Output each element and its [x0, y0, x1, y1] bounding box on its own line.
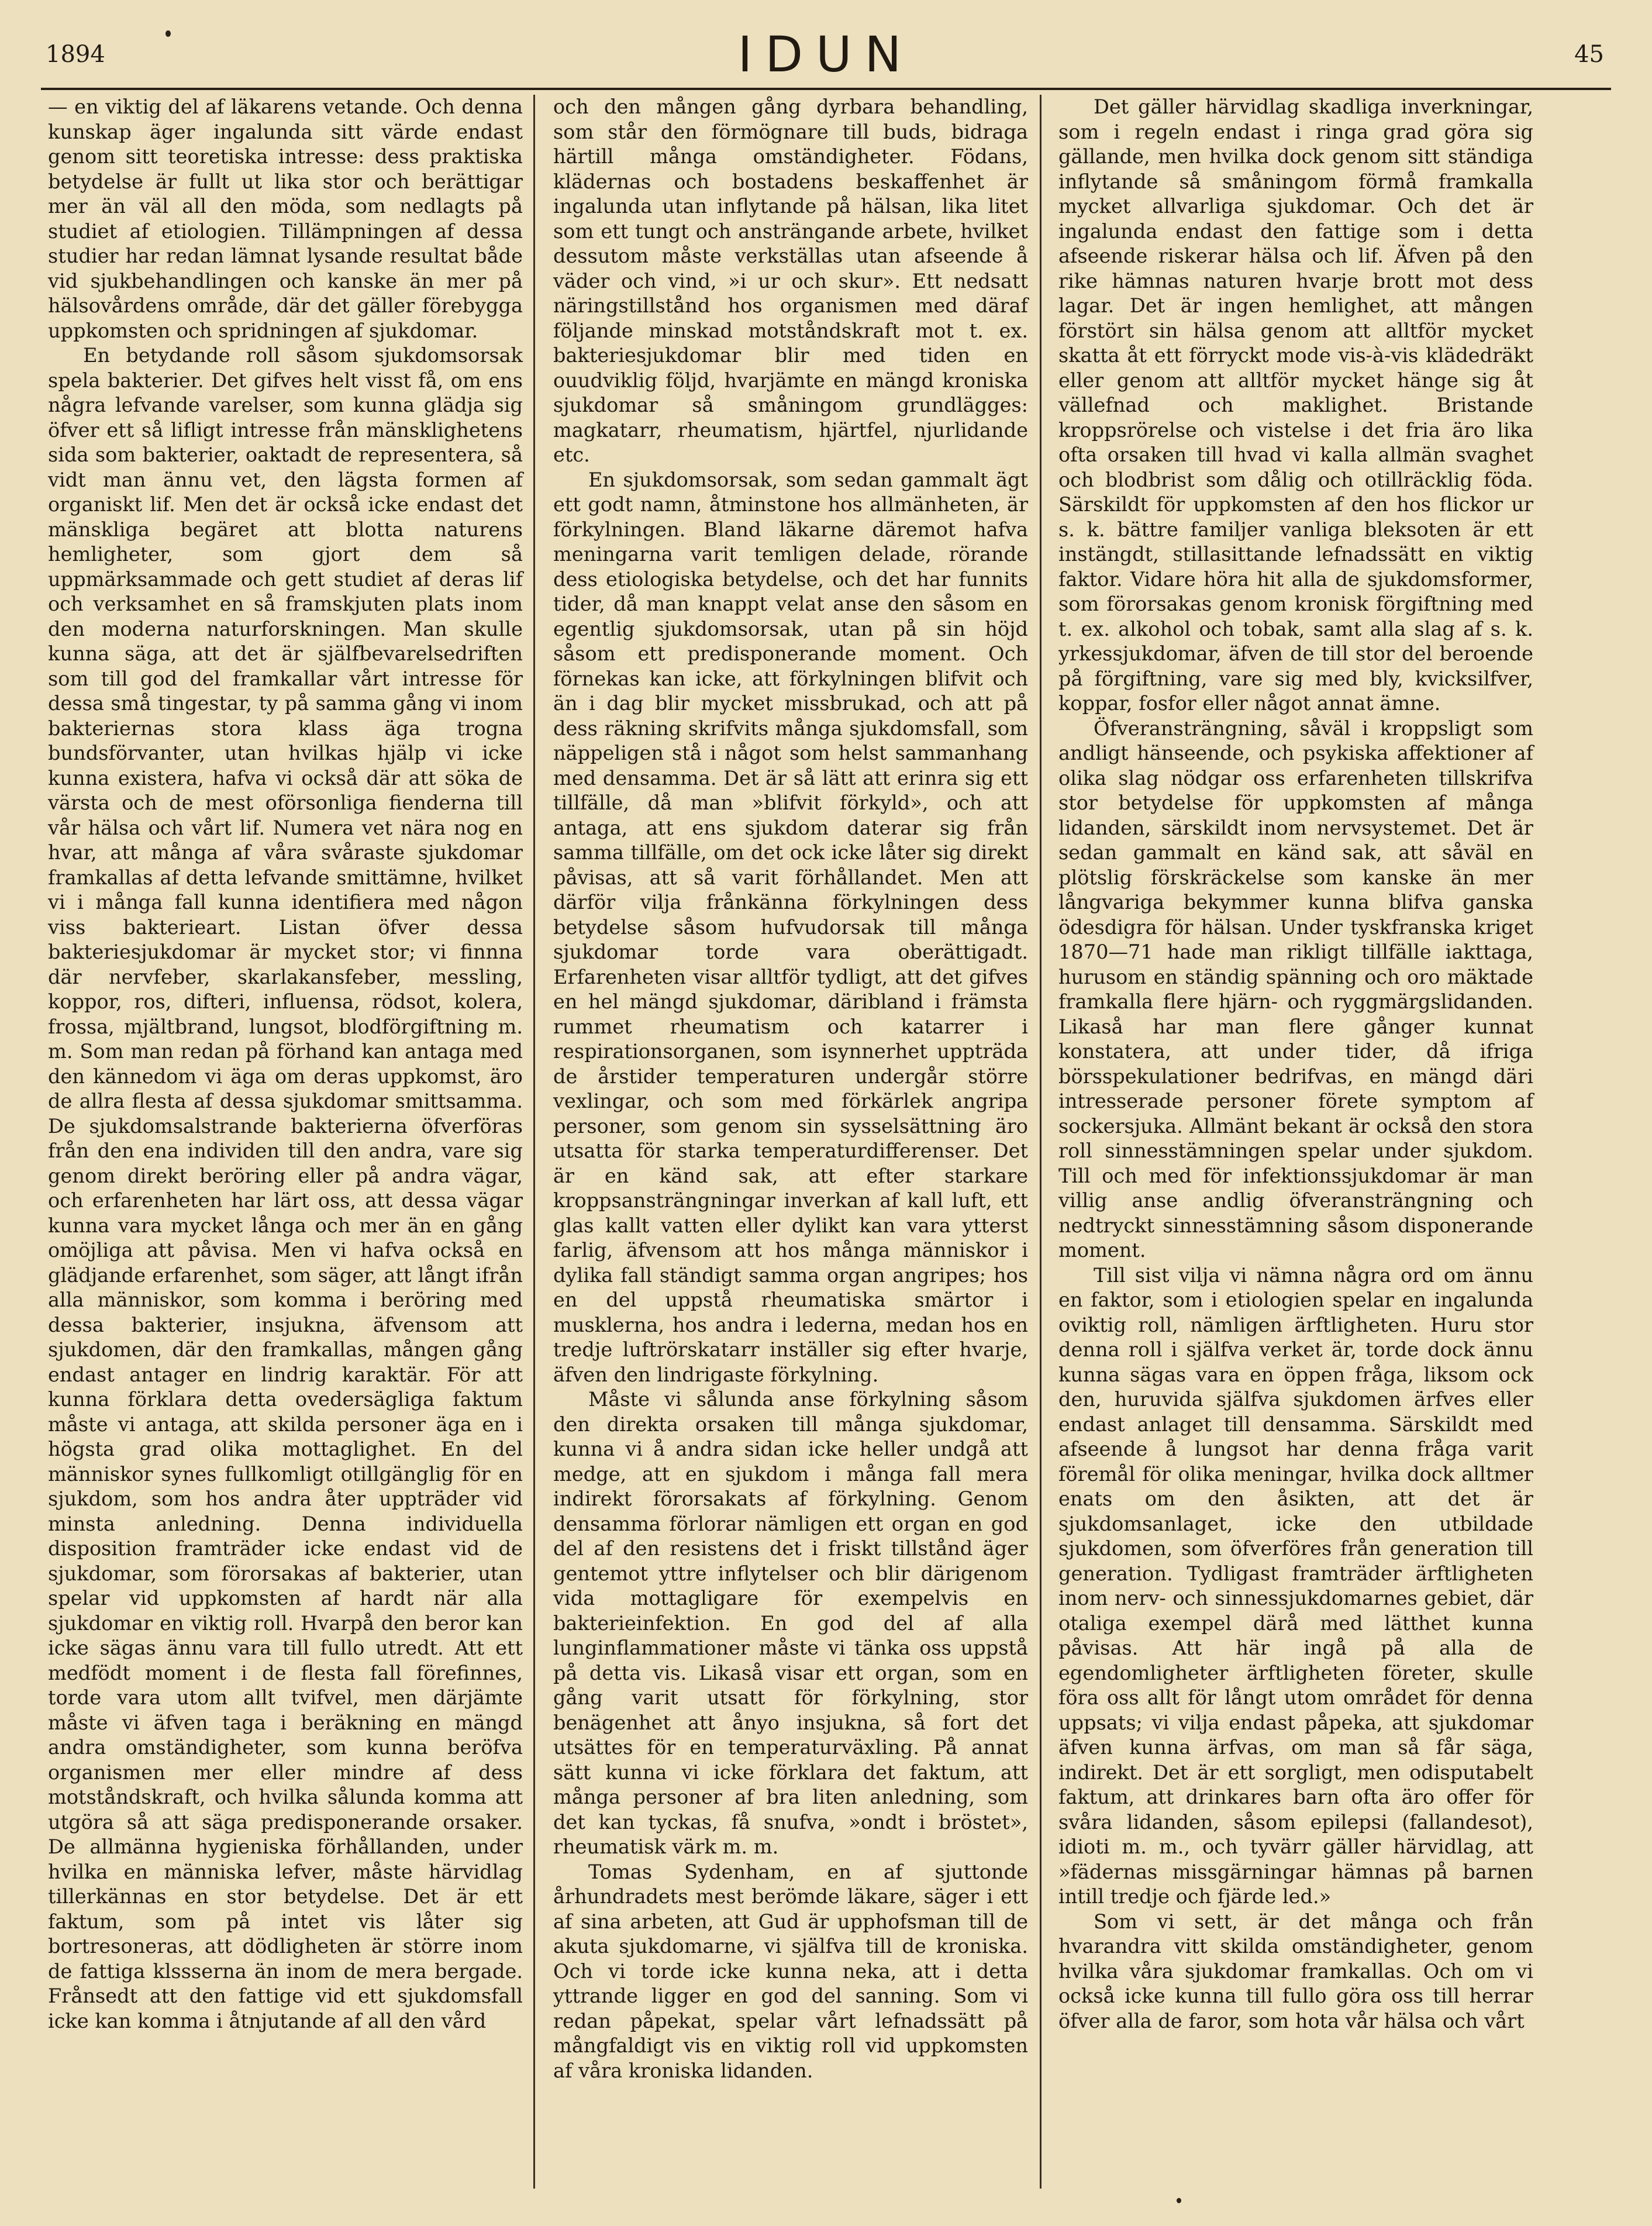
text-column-1 — [48, 95, 523, 2034]
paragraph: Tomas Sydenham, en af sjuttonde århundradets mest berömde läkare, säger i ett af sina arbeten, att Gud är upphofsman till de akuta sjukdomarne, vi själfva till de kroniska. Och vi torde icke kunna neka, att i detta yttrande ligger en god del sanning. Som vi redan påpekat, spelar vårt lefnadssätt på mångfaldigt vis en viktig roll vid uppkomsten af våra kroniska lidanden. — [553, 1860, 1028, 2082]
paragraph: och den mången gång dyrbara behandling, som står den förmögnare till buds, bidraga härtill många omständigheter. Födans, klädernas och bostadens beskaffenhet är ingalunda utan inflytande på hälsan, lika litet som ett tungt och ansträngande arbete, hvilket dessutom måste verkställas utan afseende å väder och vind, »i ur och skur». Ett nedsatt näringstillstånd hos organismen med däraf följande minskad motståndskraft mot t. ex. bakteriesjukdomar blir med tiden en ouudviklig följd, hvarjämte en mängd kroniska sjukdomar så småningom grundlägges: magkatarr, rheumatism, hjärtfel, njurlidande etc. — [553, 95, 1028, 466]
paragraph: En betydande roll såsom sjukdomsorsak spela bakterier. Det gifves helt visst få, om ens några lefvande varelser, som kunna glädja sig öfver ett så lifligt intresse från mänsklighetens sida som bakterier, oaktadt de representera, så vidt man ännu vet, den lägsta formen af organiskt lif. Men det är också icke endast det mänskliga begäret att blotta naturens hemligheter, som gjort dem så uppmärksammade och gett studiet af deras lif och verksamhet en så framskjuten plats inom den moderna naturforskningen. Man skulle kunna säga, att det är själfbevarelsedriften som till god del framkallar vårt intresse för dessa små tingestar, ty på samma gång vi inom bakteriernas stora klass äga trogna bundsförvanter, utan hvilkas hjälp vi icke kunna existera, hafva vi också där att söka de värsta och de mest oförsonliga fienderna till vår hälsa och vårt lif. Numera vet nära nog en hvar, att många af våra svåraste sjukdomar framkallas af detta lefvande smittämne, hvilket vi i många fall kunna identifiera med någon viss bakterieart. Listan öfver dessa bakteriesjukdomar är mycket stor; vi finnna där nervfeber, skarlakansfeber, messling, koppor, ros, difteri, influensa, rödsot, kolera, frossa, mjältbrand, lungsot, blodförgiftning m. m. Som man redan på förhand kan antaga med den kännedom vi äga om deras uppkomst, äro de allra flesta af dessa sjukdomar smittsamma. De sjukdomsalstrande bakterierna öfverföras från den ena individen till den andra, vare sig genom direkt beröring eller på andra vägar, och erfarenheten har lärt oss, att dessa vägar kunna vara mycket långa och mer än en gång omöjliga att påvisa. Men vi hafva också en glädjande erfarenhet, som säger, att långt ifrån alla människor, som komma i beröring med dessa bakterier, insjukna, äfvensom att sjukdomen, där den framkallas, mången gång endast antager en lindrig karaktär. För att kunna förklara detta ovedersägliga faktum måste vi antaga, att skilda personer äga en i högsta grad olika mottaglighet. En del människor synes fullkomligt otillgänglig för en sjukdom, som hos andra åter uppträder vid minsta anledning. Denna individuella disposition framträder icke endast vid de sjukdomar, som förorsakas af bakterier, utan spelar vid uppkomsten af hardt när alla sjukdomar en viktig roll. Hvarpå den beror kan icke sägas ännu vara till fullo utredt. Att ett medfödt moment i de flesta fall förefinnes, torde vara utom allt tvifvel, men därjämte måste vi äfven taga i beräkning en mängd andra omständigheter, som kunna beröfva organismen mer eller mindre af dess motståndskraft, och hvilka sålunda komma att utgöra så att säga predisponerande orsaker. De allmänna hygieniska förhållanden, under hvilka en människa lefver, måste härvidlag tillerkännas en stor betydelse. Det är ett faktum, som på intet vis låter sig bortresoneras, att dödligheten är större inom de fattiga klssserna än inom de mera bergade. Frånsedt att den fattige vid ett sjukdomsfall icke kan komma i åtnjutande af all den vård — [48, 344, 523, 2032]
header-rule — [41, 88, 1611, 90]
paragraph: — en viktig del af läkarens vetande. Och denna kunskap äger ingalunda sitt värde endast genom sitt teoretiska intresse: dess praktiska betydelse är fullt ut lika stor och berättigar mer än väl all den möda, som nedlagts på studiet af etiologien. Tillämpningen af dessa studier har redan lämnat lysande resultat både vid sjukbehandlingen och kanske än mer på hälsovårdens område, där det gäller förebygga uppkomsten och spridningen af sjukdomar. — [48, 95, 523, 342]
paragraph: Som vi sett, är det många och från hvarandra vitt skilda omständigheter, genom hvilka våra sjukdomar framkallas. Och om vi också icke kunna till fullo göra oss till herrar öfver alla de faror, som hota vår hälsa och vårt — [1058, 1910, 1533, 2032]
paragraph: Till sist vilja vi nämna några ord om ännu en faktor, som i etiologien spelar en ingalunda oviktig roll, nämligen ärftligheten. Huru stor denna roll i själfva verket är, torde dock ännu kunna sägas vara en öppen fråga, liksom ock den, huruvida själfva sjukdomen ärfves eller endast anlaget till densamma. Särskildt med afseende å lungsot har denna fråga varit föremål för olika meningar, hvilka dock alltmer enats om den åsikten, att det är sjukdomsanlaget, icke den utbildade sjukdomen, som öfverföres från generation till generation. Tydligast framträder ärftligheten inom nerv- och sinnessjukdomarnes gebiet, där otaliga exempel därå med lätthet kunna påvisas. Att här ingå på alla de egendomligheter ärftligheten företer, skulle föra oss allt för långt utom området för denna uppsats; vi vilja endast påpeka, att sjukdomar äfven kunna ärfvas, om man så får säga, indirekt. Det är ett sorgligt, men odisputabelt faktum, att drinkares barn ofta äro offer för svåra lidanden, såsom epilepsi (fallandesot), idioti m. m., och tyvärr gäller härvidlag, att »fädernas missgärningar hämnas på barnen intill tredje och fjärde led.» — [1058, 1263, 1533, 1908]
page-number: 45 — [1574, 41, 1604, 68]
paragraph: Öfveransträngning, såväl i kroppsligt som andligt hänseende, och psykiska affektioner af olika slag nödgar oss erfarenheten tillskrifva stor betydelse för uppkomsten af många lidanden, särskildt inom nervsystemet. Det är sedan gammalt en känd sak, att såväl en plötslig förskräckelse som kanske än mer långvariga bekymmer kunna blifva ganska ödesdigra för hälsan. Under tyskfranska kriget 1870—71 hade man rikligt tillfälle iakttaga, hurusom en ständig spänning och oro mäktade framkalla flere hjärn- och ryggmärgslidanden. Likaså har man flere gånger kunnat konstatera, att under tider, då ifriga börsspekulationer bedrifvas, en mängd däri intresserade personer förete symptom af sockersjuka. Allmänt bekant är också den stora roll sinnesstämningen spelar under sjukdom. Till och med för infektionssjukdomar är man villig anse andlig öfveransträngning och nedtryckt sinnesstämning såsom disponerande moment. — [1058, 716, 1533, 1262]
ink-dot — [165, 30, 171, 37]
paragraph: En sjukdomsorsak, som sedan gammalt ägt ett godt namn, åtminstone hos allmänheten, är förkylningen. Bland läkarne däremot hafva meningarna varit temligen delade, rörande dess etiologiska betydelse, och det har funnits tider, då man knappt velat anse den såsom en egentlig sjukdomsorsak, utan på sin höjd såsom ett predisponerande moment. Och förnekas kan icke, att förkylningen blifvit och än i dag blir mycket missbrukad, och att på dess räkning skrifvits många sjukdomsfall, som näppeligen stå i något som helst sammanhang med densamma. Det är så lätt att erinra sig ett tillfälle, då man »blifvit förkyld», och att antaga, att ens sjukdom daterar sig från samma tillfälle, om det ock icke låter sig direkt påvisas, att så varit förhållandet. Men att därför vilja frånkänna förkylningen dess betydelse såsom hufvudorsak till många sjukdomar torde vara oberättigadt. Erfarenheten visar alltför tydligt, att det gifves en hel mängd sjukdomar, däribland i främsta rummet rheumatism och katarrer i respirationsorganen, som isynnerhet uppträda de årstider temperaturen undergår större vexlingar, och som med förkärlek angripa personer, som genom sin sysselsättning äro utsatta för starka temperaturdifferenser. Det är en känd sak, att efter starkare kroppsansträngningar inverkan af kall luft, ett glas kallt vatten eller dylikt kan vara ytterst farlig, äfvensom att hos många människor i dylika fall ständigt samma organ angripes; hos en del uppstå rheumatiska smärtor i musklerna, hos andra i lederna, medan hos en tredje luftrörskatarr inställer sig efter hvarje, äfven den lindrigaste förkylning. — [553, 468, 1028, 1386]
ink-dot — [1177, 2198, 1181, 2203]
text-column-2 — [553, 95, 1028, 2083]
paragraph: Måste vi sålunda anse förkylning såsom den direkta orsaken till många sjukdomar, kunna vi å andra sidan icke heller undgå att medge, att en sjukdom i många fall mera indirekt förorsakats af förkylning. Genom densamma förlorar nämligen ett organ en god del af den resistens det i friskt tillstånd äger gentemot yttre inflytelser och blir därigenom vida mottagligare för exempelvis en bakterieinfektion. En god del af alla lunginflammationer måste vi tänka oss uppstå på detta vis. Likaså visar ett organ, som en gång varit utsatt för förkylning, stor benägenhet att ånyo insjukna, så fort det utsättes för en temperaturväxling. På annat sätt kunna vi icke förklara det faktum, att många personer af bra liten anledning, som det kan tyckas, få snufva, »ondt i bröstet», rheumatisk värk m. m. — [553, 1388, 1028, 1858]
page-year: 1894 — [46, 41, 105, 68]
paragraph: Det gäller härvidlag skadliga inverkningar, som i regeln endast i ringa grad göra sig gällande, men hvilka dock genom sitt ständiga inflytande så småningom förmå framkalla mycket allvarliga sjukdomar. Och det är ingalunda endast den fattige som i detta afseende riskerar hälsa och lif. Äfven på den rike hämnas naturen hvarje brott mot dess lagar. Det är ingen hemlighet, att mången förstört sin hälsa genom att alltför mycket skatta åt ett förryckt mode vis-à-vis klädedräkt eller genom att alltför mycket hänge sig åt vällefnad och maklighet. Bristande kroppsrörelse och vistelse i det fria äro lika ofta orsaken till hvad vi kalla allmän svaghet och blodbrist som dålig och otillräcklig föda. Särskildt för uppkomsten af den hos flickor ur s. k. bättre familjer vanliga bleksoten är ett instängdt, stillasittande lefnadssätt en viktig faktor. Vidare höra hit alla de sjukdomsformer, som förorsakas genom kronisk förgiftning med t. ex. alkohol och tobak, samt alla slag af s. k. yrkessjukdomar, äfven de till stor del beroende på förgiftning, vare sig med bly, kvicksilfver, koppar, fosfor eller något annat ämne. — [1058, 95, 1533, 715]
column-divider — [1040, 95, 1041, 2189]
column-divider — [533, 95, 535, 2189]
text-column-3 — [1058, 95, 1533, 2034]
masthead-title: IDUN — [737, 26, 915, 83]
